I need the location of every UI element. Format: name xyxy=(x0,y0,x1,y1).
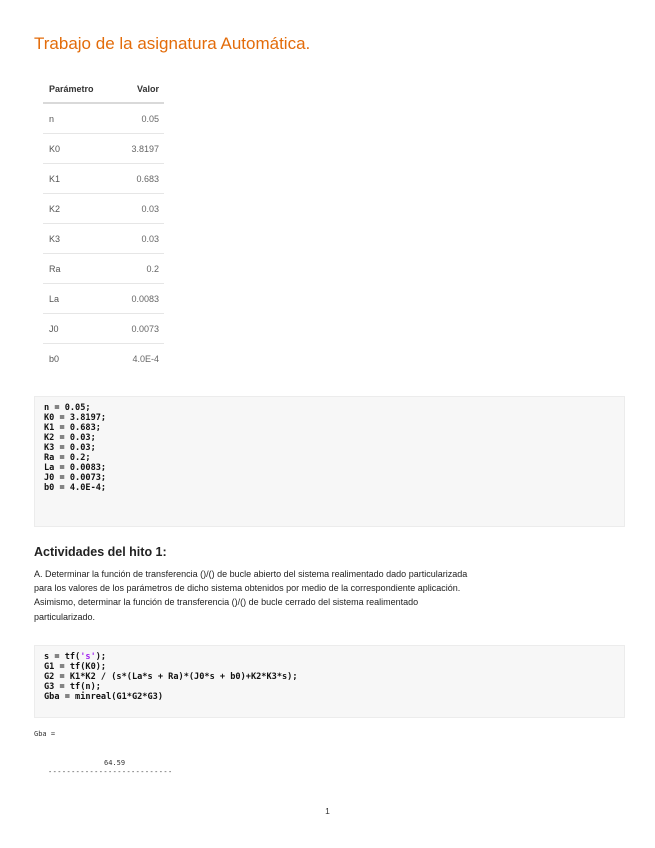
paragraph-line: A. Determinar la función de transferencia ()/() de bucle abierto del sistema realimentado dado particularizada xyxy=(34,569,468,579)
code-line: Ra = 0.2; xyxy=(44,453,91,463)
param-value: 4.0E-4 xyxy=(117,344,164,374)
param-name: J0 xyxy=(43,314,117,344)
code-line: b0 = 4.0E-4; xyxy=(44,483,107,493)
param-name: K3 xyxy=(43,224,117,254)
code-line: Gba = minreal(G1*G2*G3) xyxy=(44,692,163,702)
code-line: K3 = 0.03; xyxy=(44,443,96,453)
code-fragment: ); xyxy=(95,652,107,662)
code-fragment: s = tf( xyxy=(44,652,81,662)
code-line: La = 0.0083; xyxy=(44,463,107,473)
page-title: Trabajo de la asignatura Automática. xyxy=(34,34,311,53)
table-row xyxy=(43,344,164,374)
param-name: La xyxy=(43,284,117,314)
page-number: 1 xyxy=(325,806,330,816)
paragraph-line: Asimismo, determinar la función de transferencia ()/() de bucle cerrado del sistema realimentado xyxy=(34,597,419,608)
code-line: n = 0.05; xyxy=(44,403,91,413)
table-row xyxy=(43,284,164,314)
activity-description xyxy=(34,567,629,624)
param-name: K2 xyxy=(43,194,117,224)
param-name: K1 xyxy=(43,164,117,194)
table-row xyxy=(43,314,164,344)
param-name: Ra xyxy=(43,254,117,284)
code-line: G3 = tf(n); xyxy=(44,682,101,692)
output-numerator: 64.59 xyxy=(104,759,126,767)
code-line: J0 = 0.0073; xyxy=(44,473,107,483)
code-line: K1 = 0.683; xyxy=(44,423,101,433)
param-name: n xyxy=(43,103,117,134)
paragraph-line: particularizado. xyxy=(34,611,96,622)
table-row xyxy=(43,134,164,164)
param-value: 0.0083 xyxy=(117,284,164,314)
code-block-transfer-function xyxy=(34,645,625,718)
parameters-table xyxy=(43,76,164,373)
code-string-literal: 's' xyxy=(80,652,96,662)
code-line: G1 = tf(K0); xyxy=(44,662,107,672)
code-line xyxy=(44,652,624,662)
code-line: K0 = 3.8197; xyxy=(44,413,107,423)
table-row xyxy=(43,254,164,284)
param-value: 0.2 xyxy=(117,254,164,284)
param-value: 0.03 xyxy=(117,194,164,224)
table-row xyxy=(43,224,164,254)
param-name: b0 xyxy=(43,344,117,374)
code-block-parameters xyxy=(34,396,625,527)
table-row xyxy=(43,194,164,224)
param-value: 0.05 xyxy=(117,103,164,134)
header-valor: Valor xyxy=(117,76,164,103)
paragraph-line: para los valores de los parámetros de dicho sistema obtenidos por medio de la correspondiente aplicación. xyxy=(34,583,461,594)
table-row xyxy=(43,164,164,194)
param-name: K0 xyxy=(43,134,117,164)
param-value: 0.683 xyxy=(117,164,164,194)
output-label: Gba = xyxy=(34,730,56,738)
table-header-row xyxy=(43,76,164,103)
param-value: 0.0073 xyxy=(117,314,164,344)
code-line: G2 = K1*K2 / (s*(La*s + Ra)*(J0*s + b0)+K2*K3*s); xyxy=(44,672,298,682)
section-heading: Actividades del hito 1: xyxy=(34,545,167,559)
table-row xyxy=(43,103,164,134)
header-parametro: Parámetro xyxy=(43,76,117,103)
code-line: K2 = 0.03; xyxy=(44,433,96,443)
param-value: 3.8197 xyxy=(117,134,164,164)
output-fraction-bar: --------------------------- xyxy=(48,768,173,776)
param-value: 0.03 xyxy=(117,224,164,254)
